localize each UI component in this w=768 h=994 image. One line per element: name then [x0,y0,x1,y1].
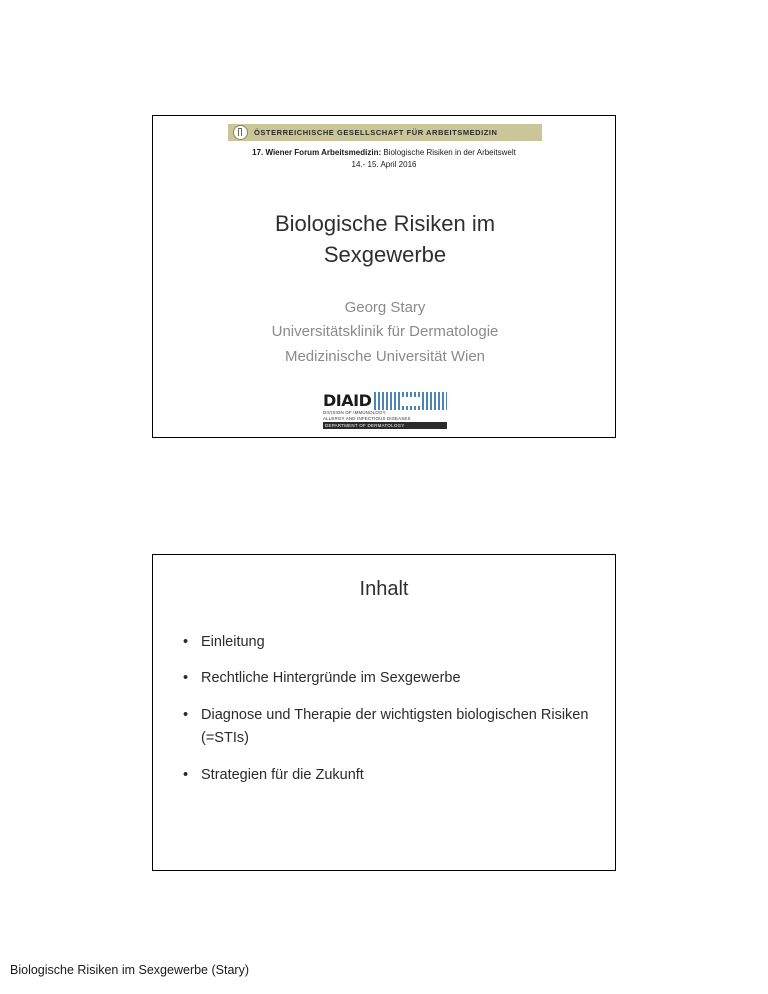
forum-header [153,147,615,170]
society-banner-text: ÖSTERREICHISCHE GESELLSCHAFT FÜR ARBEITSMEDIZIN [254,128,498,137]
diaid-wordmark: DIAID [323,391,372,410]
diaid-logo-top [323,392,447,410]
list-item: • Strategien für die Zukunft [181,764,591,787]
list-item: • Rechtliche Hintergründe im Sexgewerbe [181,667,591,690]
slide-title-page [152,115,616,438]
diaid-logo [323,391,447,428]
author-name: Georg Stary [344,299,426,316]
affiliation-line-1: Universitätsklinik für Dermatologie [271,323,499,341]
slide-title-line-2: Sexgewerbe [323,241,447,267]
diaid-grid-icon [374,392,447,410]
diaid-subtitle-1: DIVISION OF IMMUNOLOGY, [323,410,387,415]
forum-topic: Biologische Risiken in der Arbeitswelt [381,148,516,157]
forum-label: 17. Wiener Forum Arbeitsmedizin: [252,148,382,157]
affiliation-line-2: Medizinische Universität Wien [284,347,486,365]
slide-agenda [152,554,616,871]
diaid-department: DEPARTMENT OF DERMATOLOGY [323,422,447,429]
agenda-title: Inhalt [359,578,409,600]
society-banner [228,124,542,141]
forum-date: 14.- 15. April 2016 [351,159,417,169]
list-item: • Einleitung [181,631,591,654]
agenda-list [181,631,591,800]
list-item: • Diagnose und Therapie der wichtigsten biologischen Risiken (=STIs) [181,704,591,751]
page-footer: Biologische Risiken im Sexgewerbe (Stary) [10,963,249,977]
slide-title [193,209,577,271]
society-seal-icon [233,125,248,140]
diaid-subtitle-2: ALLERGY AND INFECTIOUS DISEASES [323,415,411,421]
author-block [193,296,577,369]
slide-title-line-1: Biologische Risiken im [274,211,496,236]
